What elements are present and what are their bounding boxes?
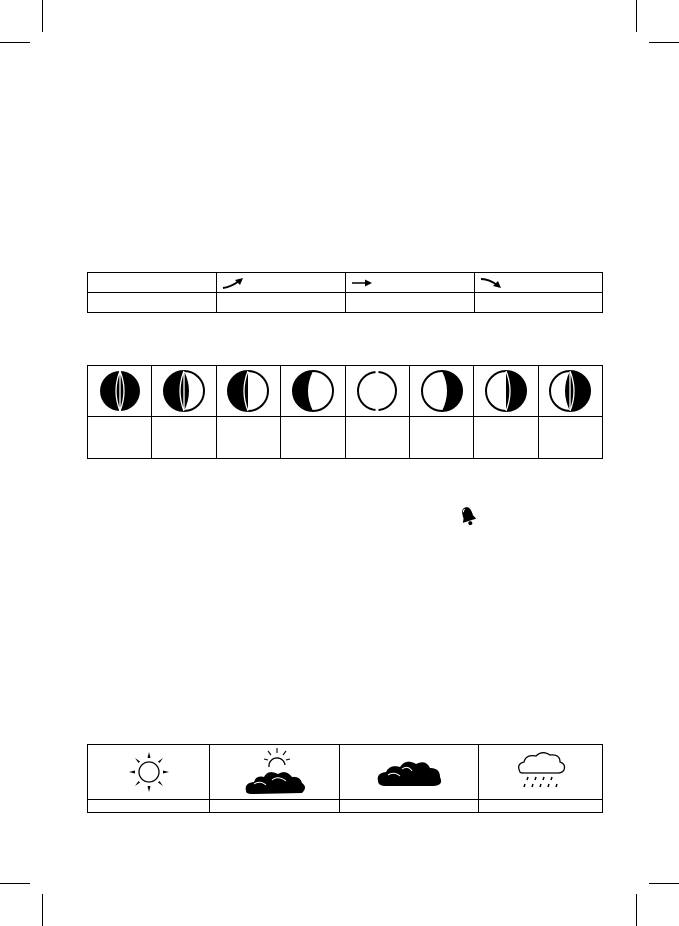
waxing-crescent-icon — [419, 368, 465, 414]
waning-gibbous-icon — [161, 368, 207, 414]
crop-mark-top-right-v — [636, 0, 637, 32]
weather-label — [210, 800, 340, 813]
cloud-icon — [374, 755, 444, 789]
moon-phase-cell — [409, 366, 473, 417]
rain-cloud-icon — [514, 750, 568, 794]
new-moon-icon — [354, 368, 400, 414]
moon-phase-label — [88, 417, 152, 459]
pressure-trend-table — [87, 272, 603, 313]
moon-phase-label — [281, 417, 345, 459]
moon-phase-cell — [216, 366, 280, 417]
moon-phase-label — [538, 417, 602, 459]
trend-falling-cell — [475, 273, 603, 293]
crop-mark-bottom-left-v — [42, 894, 43, 926]
weather-icon-cell — [479, 745, 603, 800]
moon-phase-label — [152, 417, 216, 459]
moon-phase-cell — [281, 366, 345, 417]
weather-icon-cell — [210, 745, 340, 800]
crop-mark-bottom-left-h — [0, 883, 30, 884]
first-quarter-icon — [483, 368, 529, 414]
sun-cloud-icon — [242, 747, 308, 797]
crop-mark-top-right-h — [649, 42, 679, 43]
crop-mark-bottom-right-v — [636, 894, 637, 926]
trend-rising-cell — [217, 273, 346, 293]
weather-label — [88, 800, 210, 813]
crop-mark-top-left-v — [42, 0, 43, 32]
moon-phase-cell — [474, 366, 538, 417]
moon-phase-label — [216, 417, 280, 459]
moon-phase-cell — [88, 366, 152, 417]
steady-arrow-icon — [350, 278, 374, 288]
trend-label — [346, 293, 475, 313]
waning-crescent-icon — [290, 368, 336, 414]
weather-forecast-table — [87, 744, 603, 813]
moon-phase-label — [409, 417, 473, 459]
bell-icon — [459, 505, 477, 527]
trend-header-empty — [88, 273, 217, 293]
weather-label — [340, 800, 479, 813]
weather-icon-cell — [88, 745, 210, 800]
crop-mark-bottom-right-h — [649, 883, 679, 884]
moon-phase-label — [345, 417, 409, 459]
full-moon-icon — [97, 368, 143, 414]
moon-phase-cell — [538, 366, 602, 417]
waxing-gibbous-icon — [547, 368, 593, 414]
weather-label — [479, 800, 603, 813]
moon-phase-table — [87, 365, 603, 459]
falling-arrow-icon — [479, 277, 503, 289]
moon-phase-cell — [345, 366, 409, 417]
weather-icon-cell — [340, 745, 479, 800]
trend-label — [475, 293, 603, 313]
moon-phase-cell — [152, 366, 216, 417]
last-quarter-icon — [225, 368, 271, 414]
trend-label — [217, 293, 346, 313]
rising-arrow-icon — [221, 277, 245, 289]
crop-mark-top-left-h — [0, 42, 30, 43]
sun-icon — [127, 750, 171, 794]
trend-steady-cell — [346, 273, 475, 293]
moon-phase-label — [474, 417, 538, 459]
trend-label — [88, 293, 217, 313]
